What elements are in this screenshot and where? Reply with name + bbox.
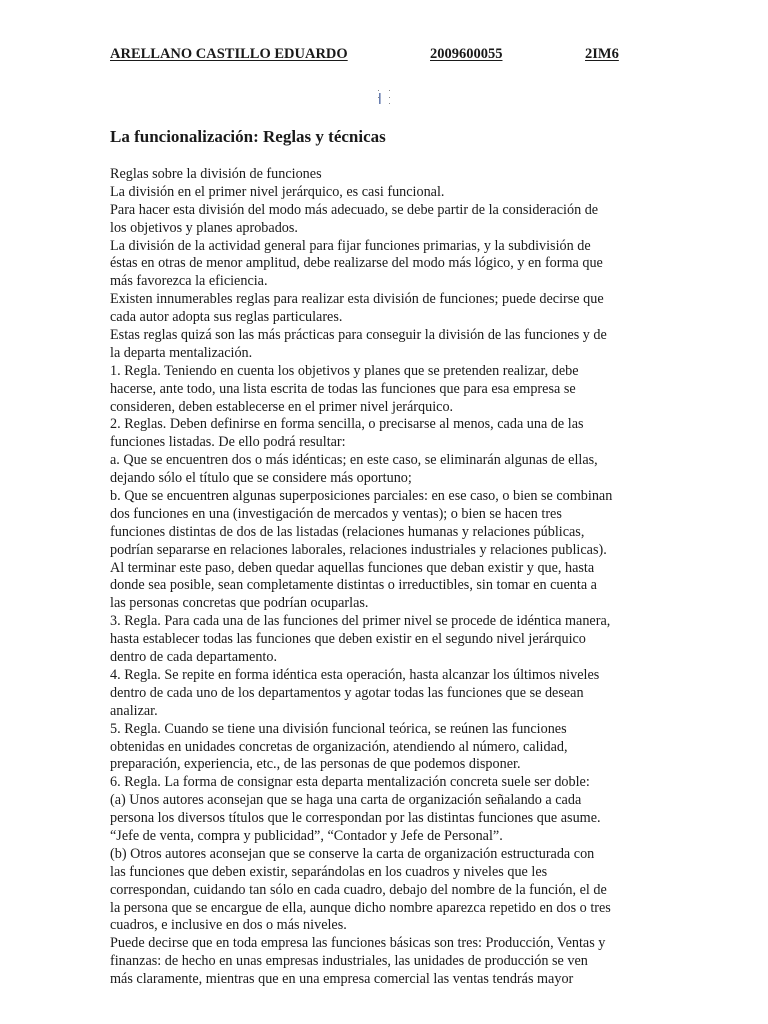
body-text-line: las funciones que deben existir, separándolas en los cuadros y niveles que les [110,863,548,880]
body-text-line: Para hacer esta división del modo más adecuado, se debe partir de la consideración de [110,201,599,218]
body-text-line: persona los diversos títulos que le correspondan por las distintas funciones que asume. [110,810,601,827]
body-text-line: funciones listadas. De ello podrá resultar: [110,434,346,451]
body-text-line: 2. Reglas. Deben definirse en forma sencilla, o precisarse al menos, cada una de las [110,416,584,433]
body-text-line: dentro de cada departamento. [110,649,278,666]
body-text-line: hacerse, ante todo, una lista escrita de todas las funciones que para esa empresa se [110,380,576,397]
body-text-line: correspondan, cuidando tan sólo en cada cuadro, debajo del nombre de la función, el de [110,881,607,898]
body-text-line: Estas reglas quizá son las más prácticas para conseguir la división de las funciones y de [110,327,607,344]
document-body [110,166,670,989]
body-text-line: Al terminar este paso, deben quedar aquellas funciones que deban existir y que, hasta [110,559,595,576]
body-text-line: b. Que se encuentren algunas superposiciones parciales: en ese caso, o bien se combinan [110,488,613,505]
body-text-line: 5. Regla. Cuando se tiene una división funcional teórica, se reúnen las funciones [110,720,567,737]
body-text-line: Existen innumerables reglas para realizar esta división de funciones; puede decirse que [110,291,604,308]
body-text-line: 1. Regla. Teniendo en cuenta los objetivos y planes que se pretenden realizar, debe [110,362,579,379]
body-text-line: cada autor adopta sus reglas particulares. [110,309,343,326]
body-text-line: finanzas: de hecho en unas empresas industriales, las unidades de producción se ven [110,953,588,970]
author-name: ARELLANO CASTILLO EDUARDO [110,46,348,62]
body-text-line: obtenidas en unidades concretas de organización, atendiendo al número, calidad, [110,738,568,755]
document-title: La funcionalización: Reglas y técnicas [110,127,386,146]
body-text-line: cuadros, e inclusive en dos o más niveles. [110,917,347,934]
body-text-line: dos funciones en una (investigación de mercados y ventas); o bien se hacen tres [110,505,562,522]
body-text-line: “Jefe de venta, compra y publicidad”, “Contador y Jefe de Personal”. [110,827,503,844]
body-text-line: preparación, experiencia, etc., de las personas de que podemos disponer. [110,756,521,773]
body-text-line: podrían separarse en relaciones laborales, relaciones industriales y relaciones publicas). [110,541,607,558]
body-text-line: la persona que se encargue de ella, aunque dicho nombre aparezca repetido en dos o tres [110,899,611,916]
body-text-line: dentro de cada uno de los departamentos y agotar todas las funciones que se desean [110,684,584,701]
body-text-line: 6. Regla. La forma de consignar esta departa mentalización concreta suele ser doble: [110,774,590,791]
body-text-line: (a) Unos autores aconsejan que se haga una carta de organización señalando a cada [110,792,582,809]
body-text-line: dejando sólo el título que se considere más oportuno; [110,470,412,487]
body-text-line: consideren, deben establecerse en el primer nivel jerárquico. [110,398,454,415]
body-text-line: los objetivos y planes aprobados. [110,219,298,236]
body-text-line: la departa mentalización. [110,344,253,361]
document-header [110,46,650,66]
body-text-line: éstas en otras de menor amplitud, debe realizarse del modo más lógico, y en forma que [110,255,603,272]
body-text-line: Puede decirse que en toda empresa las funciones básicas son tres: Producción, Ventas y [110,935,606,952]
group-code: 2IM6 [585,46,619,62]
body-text-line: 3. Regla. Para cada una de las funciones del primer nivel se procede de idéntica manera, [110,613,611,630]
body-text-line: más claramente, mientras que en una empresa comercial las ventas tendrás mayor [110,971,574,988]
body-text-line: (b) Otros autores aconsejan que se conserve la carta de organización estructurada con [110,845,595,862]
body-text-line: donde sea posible, sean completamente distintas o irreductibles, sin tomar en cuenta a [110,577,597,594]
body-text-line: Reglas sobre la división de funciones [110,166,322,182]
body-text-line: analizar. [110,702,158,719]
body-text-line: funciones distintas de dos de las listadas (relaciones humanas y relaciones públicas, [110,523,585,540]
embedded-image-placeholder-icon [376,88,394,108]
body-text-line: 4. Regla. Se repite en forma idéntica esta operación, hasta alcanzar los últimos niveles [110,666,600,683]
student-id: 2009600055 [430,46,503,62]
body-text-line: las personas concretas que podrían ocuparlas. [110,595,369,612]
body-text-line: más favorezca la eficiencia. [110,273,268,290]
body-text-line: La división de la actividad general para fijar funciones primarias, y la subdivisión de [110,237,591,254]
body-text-line: La división en el primer nivel jerárquico, es casi funcional. [110,183,445,200]
body-text-line: a. Que se encuentren dos o más idénticas; en este caso, se eliminarán algunas de ellas, [110,452,598,469]
body-text-line: hasta establecer todas las funciones que deben existir en el segundo nivel jerárquico [110,631,586,648]
